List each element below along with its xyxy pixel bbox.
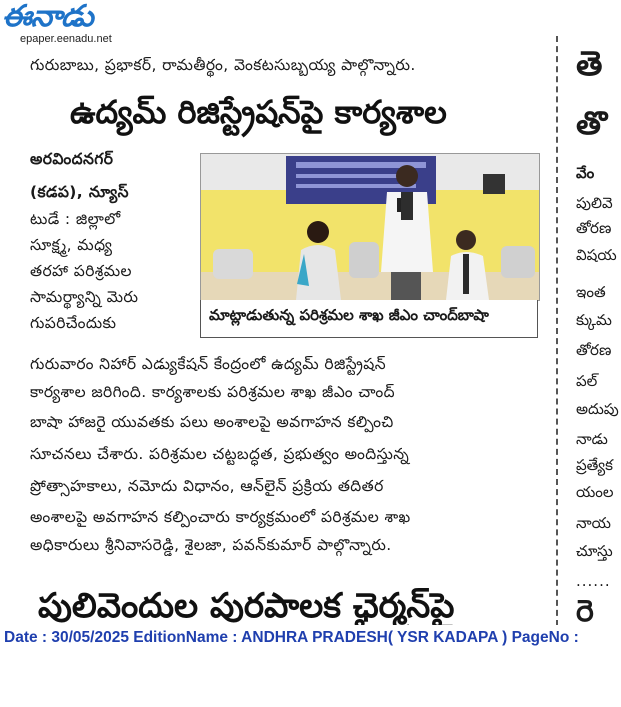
body-line: అంశాలపై అవగాహన కల్పించారు కార్యక్రమంలో పరిశ్రమల శాఖ: [30, 508, 411, 526]
article-top-line: గురుబాబు, ప్రభాకర్, రామతీర్థం, వెంకటసుబ్బయ్య పాల్గొన్నారు.: [30, 56, 416, 74]
adjacent-dots: ......: [576, 572, 611, 590]
next-article-headline: పులివెందుల పురపాలక ఛైర్మన్‌పై: [38, 586, 455, 625]
dateline-line: (కడప), న్యూస్: [30, 183, 129, 201]
adjacent-line: యంల: [576, 483, 614, 501]
adjacent-line: తోరణ: [576, 219, 612, 237]
adjacent-line: వేం: [576, 164, 595, 182]
adjacent-line: విషయ: [576, 246, 617, 264]
column-divider: [556, 36, 558, 625]
logo-text: ఈనాడు: [2, 0, 93, 34]
adjacent-heading: తె: [576, 44, 603, 84]
adjacent-heading: రె: [576, 594, 594, 625]
dateline-line: గుపరిచేందుకు: [30, 314, 117, 332]
dateline-line: అరవిందనగర్: [30, 150, 114, 168]
adjacent-line: తోరణ: [576, 341, 612, 359]
masthead-logo: [2, 0, 142, 48]
article-photo: [200, 153, 540, 301]
body-line: అధికారులు శ్రీనివాసరెడ్డి, శైలజా, పవన్‌కుమార్ పాల్గొన్నారు.: [30, 536, 392, 554]
photo-caption: మాట్లాడుతున్న పరిశ్రమల శాఖ జీఎం చాంద్‌బాషా: [209, 306, 489, 324]
dateline-line: సూక్ష్మ, మధ్య: [30, 236, 113, 254]
site-url: epaper.eenadu.net: [20, 33, 112, 45]
adjacent-line: ప్రత్యేక: [576, 456, 613, 474]
adjacent-heading: తొ: [576, 104, 608, 142]
body-line: ప్రోత్సాహకాలు, నమోదు విధానం, ఆన్‌లైన్ ప్రక్రియ తదితర: [30, 477, 384, 495]
adjacent-line: నాయ: [576, 514, 611, 532]
dateline-line: సామర్థ్యాన్ని మెరు: [30, 288, 139, 306]
article-headline: ఉద్యమ్ రిజిస్ట్రేషన్‌పై కార్యశాల: [70, 93, 447, 131]
adjacent-line: ఇంత: [576, 283, 606, 301]
dateline-line: టుడే : జిల్లాలో: [30, 210, 121, 228]
photo-caption-box: [200, 300, 538, 338]
edition-footer: Date : 30/05/2025 EditionName : ANDHRA PRADESH( YSR KADAPA ) PageNo :: [4, 629, 579, 646]
adjacent-line: చూస్తు: [576, 542, 613, 560]
adjacent-line: నాడు: [576, 430, 608, 448]
adjacent-line: అదుపు: [576, 400, 619, 418]
dateline-line: తరహా పరిశ్రమల: [30, 262, 132, 280]
adjacent-line: పల్: [576, 372, 598, 390]
adjacent-line: పులివె: [576, 194, 613, 212]
body-line: కార్యశాల జరిగింది. కార్యశాలకు పరిశ్రమల శాఖ జీఎం చాంద్: [30, 383, 395, 401]
body-line: బాషా హాజరై యువతకు పలు అంశాలపై అవగాహన కల్పించి: [30, 413, 394, 431]
adjacent-column: [572, 36, 621, 625]
body-line: సూచనలు చేశారు. పరిశ్రమల చట్టబద్ధత, ప్రభుత్వం అందిస్తున్న: [30, 445, 410, 463]
body-line: గురువారం నిహార్ ఎడ్యుకేషన్ కేంద్రంలో ఉద్యమ్ రిజిస్ట్రేషన్: [30, 355, 386, 373]
adjacent-line: క్కుమ: [576, 311, 612, 329]
